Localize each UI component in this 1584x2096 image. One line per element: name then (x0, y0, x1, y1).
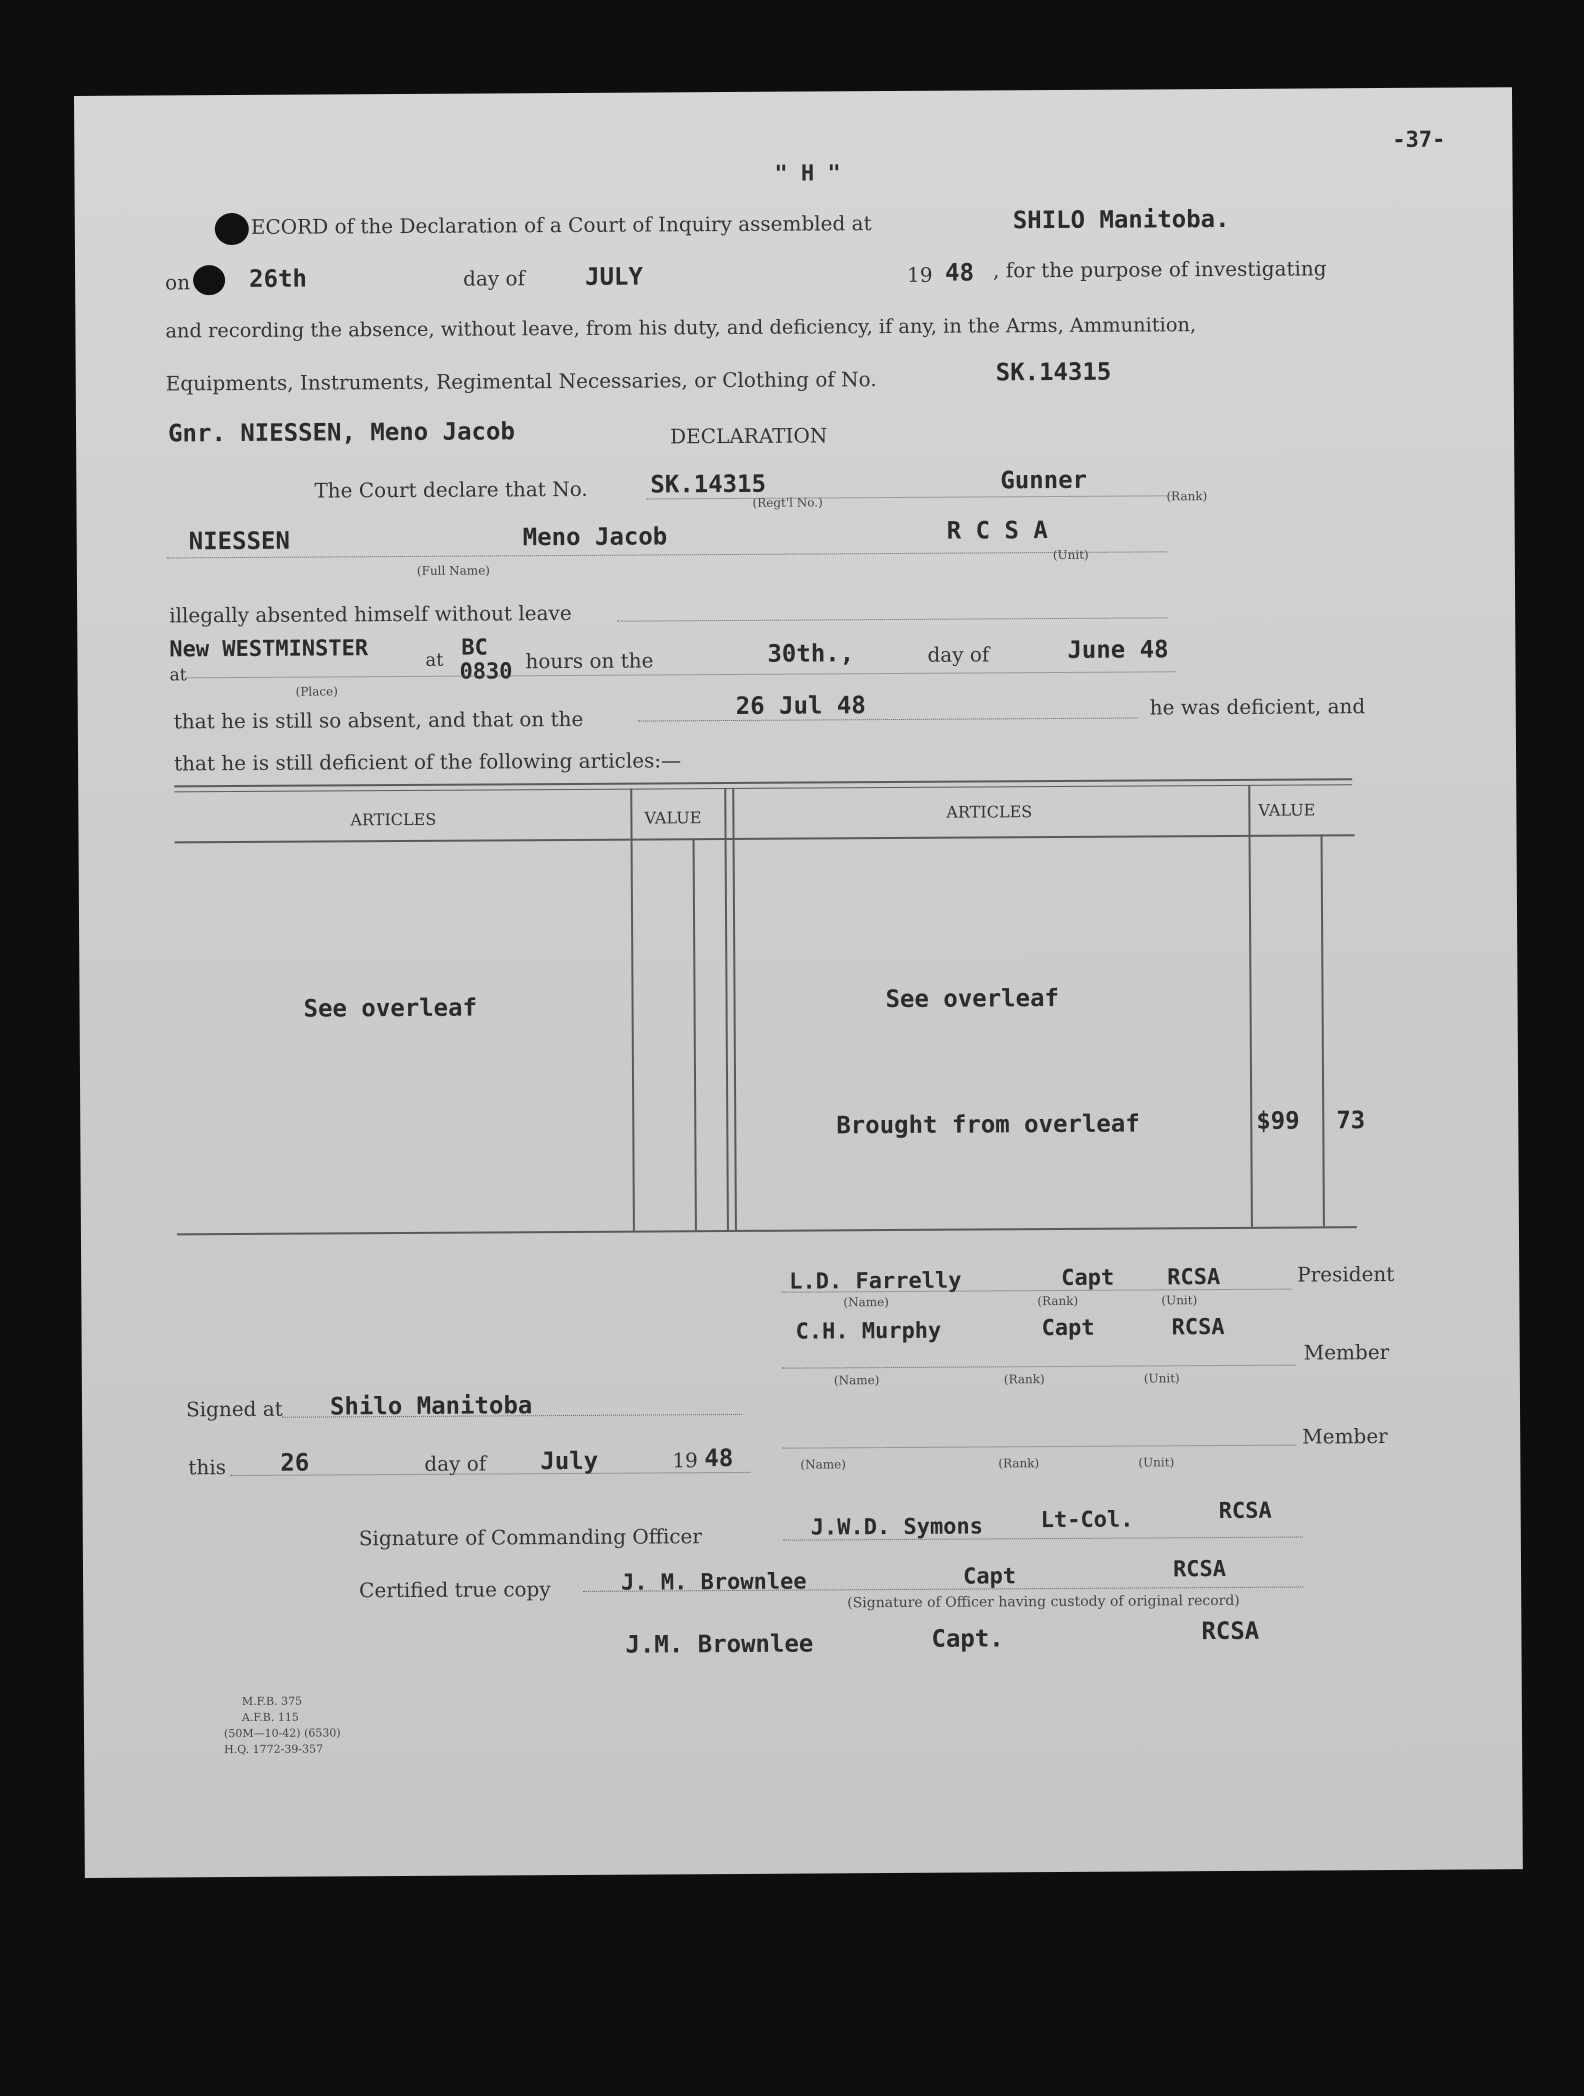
given-names: Meno Jacob (522, 522, 668, 552)
signed-place: Shilo Manitoba (329, 1391, 533, 1421)
full-name-caption: (Full Name) (416, 563, 490, 578)
unit-caption: (Unit) (1138, 1455, 1175, 1470)
day-of-label-3: day of (424, 1451, 487, 1476)
rule-line (638, 718, 1138, 722)
this-label: this (188, 1455, 227, 1480)
header-line-1: ECORD of the Declaration of a Court of Inquiry assembled at (250, 211, 872, 239)
president-rank: Capt (1061, 1265, 1115, 1291)
absence-time: 0830 (459, 659, 513, 685)
rule-line (617, 617, 1167, 621)
unit-caption: (Unit) (1052, 547, 1089, 563)
place-caption: (Place) (295, 684, 338, 699)
form-letter: " H " (774, 161, 841, 187)
right-article-entry: See overleaf (885, 984, 1060, 1014)
year-prefix: 19 (907, 262, 933, 287)
typed-certifier-name: J.M. Brownlee (625, 1629, 814, 1659)
header-line-3: and recording the absence, without leave, from his duty, and deficiency, if any, in the Arms, Ammunition, (165, 313, 1197, 343)
rank-caption: (Rank) (998, 1456, 1040, 1471)
president-unit: RCSA (1167, 1265, 1221, 1291)
regt-no-caption: (Regt'l No.) (752, 495, 823, 510)
member-2-label: Member (1302, 1424, 1388, 1449)
still-absent-text: that he is still so absent, and that on the (173, 706, 584, 734)
form-code-1: M.F.B. 375 (241, 1694, 303, 1709)
col-divider (1248, 785, 1253, 1227)
ink-blot (215, 213, 249, 245)
co-unit: RCSA (1218, 1498, 1272, 1525)
rule-line (167, 551, 1167, 558)
soldier-name-line: Gnr. NIESSEN, Meno Jacob (167, 417, 515, 448)
articles-header-left: ARTICLES (350, 809, 437, 830)
absence-place: New WESTMINSTER (169, 636, 369, 663)
inquiry-month: JULY (585, 262, 643, 291)
signed-year-prefix: 19 (672, 1448, 698, 1473)
co-label: Signature of Commanding Officer (358, 1524, 702, 1551)
name-caption: (Name) (843, 1295, 889, 1310)
rule-line (782, 1445, 1296, 1449)
deficient-date: 26 Jul 48 (735, 691, 866, 720)
absence-day: 30th., (767, 639, 855, 668)
name-caption: (Name) (833, 1373, 880, 1388)
assembly-place: SHILO Manitoba. (1012, 204, 1230, 235)
co-rank: Lt-Col. (1040, 1507, 1134, 1534)
cents-divider (693, 838, 697, 1230)
unit-caption: (Unit) (1143, 1371, 1180, 1386)
day-of-label: day of (463, 266, 526, 291)
member-1-label: Member (1303, 1339, 1390, 1365)
value-header-left: VALUE (644, 808, 702, 828)
rule-line (782, 1365, 1296, 1369)
rule-line (186, 671, 1176, 678)
left-article-entry: See overleaf (303, 993, 478, 1023)
surname: NIESSEN (188, 526, 290, 556)
articles-header-right: ARTICLES (946, 802, 1033, 822)
unit-caption: (Unit) (1161, 1293, 1198, 1308)
certifier-signature: J. M. Brownlee (621, 1569, 807, 1596)
rank-caption: (Rank) (1166, 489, 1208, 504)
rank-caption: (Rank) (1037, 1293, 1079, 1309)
day-of-label-2: day of (927, 642, 990, 667)
total-cents: 73 (1336, 1106, 1366, 1135)
at-label-2: at (425, 649, 444, 671)
co-signature: J.W.D. Symons (810, 1514, 984, 1541)
header-line-2-rest: , for the purpose of investigating (993, 256, 1327, 283)
col-divider (732, 788, 736, 1230)
regt-number: SK.14315 (650, 469, 767, 499)
form-code-2: A.F.B. 115 (241, 1710, 299, 1725)
rank-caption: (Rank) (1003, 1372, 1045, 1387)
form-code-3: (50M—10-42) (6530) (223, 1726, 341, 1741)
custody-caption: (Signature of Officer having custody of original record) (847, 1592, 1240, 1612)
ink-blot-2 (193, 265, 225, 295)
signed-month: July (540, 1446, 599, 1476)
inquiry-year: 48 (945, 258, 975, 287)
still-deficient-text: that he is still deficient of the following articles:— (174, 748, 682, 776)
member-1-signature: C.H. Murphy (795, 1318, 942, 1345)
at-label: at (169, 665, 187, 686)
unit-value: R C S A (946, 516, 1048, 545)
absence-state: BC (461, 635, 488, 661)
col-divider (724, 788, 729, 1230)
inquiry-day: 26th (249, 264, 308, 293)
president-signature: L.D. Farrelly (789, 1268, 962, 1295)
he-was-deficient-text: he was deficient, and (1149, 694, 1366, 720)
certifier-rank: Capt (962, 1564, 1017, 1590)
name-caption: (Name) (800, 1457, 846, 1472)
rank-value: Gunner (1000, 465, 1088, 495)
service-number: SK.14315 (995, 357, 1112, 387)
president-label: President (1297, 1261, 1395, 1287)
header-line-4: Equipments, Instruments, Regimental Necessaries, or Clothing of No. (165, 367, 877, 396)
table-bottom-rule (177, 1226, 1357, 1235)
typed-certifier-unit: RCSA (1201, 1616, 1260, 1646)
signed-day: 26 (280, 1448, 310, 1477)
col-divider (630, 789, 635, 1231)
page-number: -37- (1392, 127, 1446, 153)
member-1-unit: RCSA (1171, 1314, 1225, 1341)
hours-on-label: hours on the (525, 648, 654, 674)
illegally-absented-text: illegally absented himself without leave (169, 600, 572, 628)
signed-year: 48 (704, 1443, 734, 1473)
value-header-right: VALUE (1258, 800, 1316, 820)
absence-month-year: June 48 (1067, 635, 1169, 664)
cents-divider (1321, 834, 1325, 1226)
on-label: on (165, 270, 191, 295)
certifier-unit: RCSA (1172, 1556, 1227, 1583)
member-1-rank: Capt (1041, 1315, 1095, 1342)
brought-from-overleaf: Brought from overleaf (836, 1109, 1140, 1140)
table-header-rule (175, 834, 1355, 843)
declaration-title: DECLARATION (670, 423, 828, 449)
court-declare-label: The Court declare that No. (314, 476, 588, 503)
signed-at-label: Signed at (185, 1396, 283, 1422)
document-page (74, 87, 1523, 1878)
total-dollars: $99 (1256, 1106, 1300, 1135)
certified-label: Certified true copy (359, 1577, 551, 1603)
typed-certifier-rank: Capt. (931, 1624, 1004, 1653)
form-code-4: H.Q. 1772-39-357 (224, 1742, 324, 1757)
